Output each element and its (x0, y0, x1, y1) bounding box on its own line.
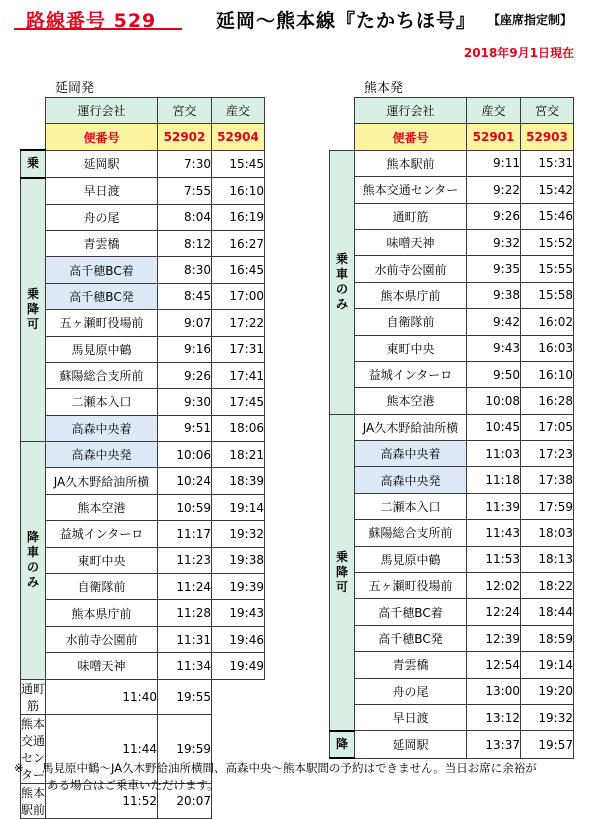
departure-time: 12:24 (467, 599, 521, 625)
departure-time: 13:00 (467, 678, 521, 704)
table-row (330, 282, 574, 308)
departure-time: 15:45 (212, 150, 265, 177)
departure-time: 10:08 (467, 388, 521, 414)
departure-time: 11:28 (158, 600, 212, 626)
footnote (14, 760, 582, 793)
stop-name: 水前寺公園前 (355, 256, 467, 282)
departure-time: 18:22 (521, 573, 574, 599)
direction-nobeoka: 延岡発 (55, 81, 95, 96)
stop-name: 通町筋 (355, 203, 467, 229)
departure-time: 11:31 (158, 626, 212, 652)
departure-time: 9:35 (467, 256, 521, 282)
stop-name: 高千穂BC発 (355, 625, 467, 651)
departure-time: 18:13 (521, 546, 574, 572)
stop-name: 益城インターロ (355, 361, 467, 387)
table-row (21, 362, 265, 388)
stop-name: 熊本空港 (46, 494, 158, 520)
departure-time: 16:10 (212, 178, 265, 204)
header-row (330, 98, 574, 124)
stop-name: 熊本交通センター (355, 177, 467, 203)
table-row (330, 731, 574, 758)
as-of-date: 2018年9月1日現在 (463, 46, 574, 60)
departure-time: 17:00 (212, 283, 265, 309)
departure-time: 9:43 (467, 335, 521, 361)
table-row (330, 441, 574, 467)
stop-name: 青雲橋 (46, 230, 158, 256)
departure-time: 10:24 (158, 468, 212, 494)
stop-name: 蘇陽総合支所前 (46, 362, 158, 388)
stop-name: 早日渡 (46, 178, 158, 204)
table-row (21, 494, 265, 520)
stop-name: 舟の尾 (46, 204, 158, 230)
departure-time: 9:51 (158, 415, 212, 441)
table-row (21, 468, 265, 494)
stop-name: 二瀬本入口 (355, 493, 467, 519)
stop-name: 益城インターロ (46, 521, 158, 547)
departure-time: 9:42 (467, 309, 521, 335)
stop-name: 蘇陽総合支所前 (355, 520, 467, 546)
stop-name: 水前寺公園前 (46, 626, 158, 652)
table-row (330, 467, 574, 493)
departure-time: 19:32 (212, 521, 265, 547)
bin-row (330, 124, 574, 150)
stop-name: 五ヶ瀬町役場前 (46, 310, 158, 336)
timetable-from-nobeoka (20, 97, 265, 819)
operator-0: 産交 (467, 98, 521, 124)
stop-name: JA久木野給油所横 (355, 414, 467, 440)
stop-name: 熊本駅前 (21, 783, 46, 818)
departure-time: 12:02 (467, 573, 521, 599)
departure-time: 15:58 (521, 282, 574, 308)
bin-number-1: 52904 (212, 124, 265, 150)
stop-name: 味噌天神 (46, 653, 158, 679)
operator-0: 宮交 (158, 98, 212, 124)
stop-name: 熊本駅前 (355, 150, 467, 176)
departure-time: 18:03 (521, 520, 574, 546)
table-row (21, 600, 265, 626)
table-row (330, 414, 574, 440)
departure-time: 19:14 (521, 652, 574, 678)
departure-time: 8:30 (158, 257, 212, 283)
bin-row (21, 124, 265, 150)
departure-time: 8:12 (158, 230, 212, 256)
table-row (21, 679, 265, 714)
departure-time: 10:59 (158, 494, 212, 520)
table-row (21, 574, 265, 600)
departure-time: 19:59 (158, 714, 212, 783)
departure-time: 17:59 (521, 493, 574, 519)
corner-blank (21, 98, 46, 124)
departure-time: 15:31 (521, 150, 574, 176)
departure-time: 18:44 (521, 599, 574, 625)
section-label: 乗 降 可 (330, 414, 355, 731)
table-row (330, 361, 574, 387)
stop-name: 延岡駅 (355, 731, 467, 758)
departure-time: 16:27 (212, 230, 265, 256)
departure-time: 9:22 (467, 177, 521, 203)
table-row (21, 336, 265, 362)
stop-name: 馬見原中鶴 (46, 336, 158, 362)
table-row (21, 230, 265, 256)
corner-blank (330, 124, 355, 150)
departure-time: 20:07 (158, 783, 212, 818)
departure-time: 18:06 (212, 415, 265, 441)
departure-time: 17:23 (521, 441, 574, 467)
table-row (21, 150, 265, 177)
departure-time: 11:34 (158, 653, 212, 679)
departure-time: 19:55 (158, 679, 212, 714)
departure-time: 17:41 (212, 362, 265, 388)
stop-name: 熊本県庁前 (46, 600, 158, 626)
stop-name: JA久木野給油所横 (46, 468, 158, 494)
departure-time: 19:43 (212, 600, 265, 626)
departure-time: 11:03 (467, 441, 521, 467)
stop-name: 青雲橋 (355, 652, 467, 678)
departure-time: 12:39 (467, 625, 521, 651)
departure-time: 16:28 (521, 388, 574, 414)
table-row (21, 521, 265, 547)
departure-time: 16:45 (212, 257, 265, 283)
stop-name: 高森中央発 (46, 442, 158, 468)
departure-time: 19:32 (521, 704, 574, 730)
departure-time: 9:11 (467, 150, 521, 176)
table-row (330, 150, 574, 176)
departure-time: 13:37 (467, 731, 521, 758)
departure-time: 15:46 (521, 203, 574, 229)
route-number: 路線番号 529 (14, 6, 182, 30)
table-row (21, 653, 265, 679)
table-row (21, 257, 265, 283)
bin-number-0: 52902 (158, 124, 212, 150)
bin-number-0: 52901 (467, 124, 521, 150)
departure-time: 19:46 (212, 626, 265, 652)
table-row (330, 520, 574, 546)
table-row (330, 546, 574, 572)
stop-name: 自衛隊前 (355, 309, 467, 335)
bin-label: 便番号 (355, 124, 467, 150)
departure-time: 16:02 (521, 309, 574, 335)
stop-name: 延岡駅 (46, 150, 158, 177)
table-row (330, 335, 574, 361)
departure-time: 8:45 (158, 283, 212, 309)
departure-time: 19:20 (521, 678, 574, 704)
table-row (21, 283, 265, 309)
departure-time: 8:04 (158, 204, 212, 230)
corner-blank (21, 124, 46, 150)
departure-time: 7:55 (158, 178, 212, 204)
departure-time: 19:57 (521, 731, 574, 758)
departure-time: 12:54 (467, 652, 521, 678)
departure-time: 18:39 (212, 468, 265, 494)
operator-1: 産交 (212, 98, 265, 124)
departure-time: 19:39 (212, 574, 265, 600)
departure-time: 9:50 (467, 361, 521, 387)
departure-time: 19:14 (212, 494, 265, 520)
stop-name: 高千穂BC着 (355, 599, 467, 625)
stop-name: 馬見原中鶴 (355, 546, 467, 572)
stop-name: 高千穂BC発 (46, 283, 158, 309)
departure-time: 16:10 (521, 361, 574, 387)
table-row (330, 678, 574, 704)
note-line-2: ある場合はご乗車いただけます。 (47, 777, 219, 792)
table-row (21, 626, 265, 652)
departure-time: 9:26 (467, 203, 521, 229)
departure-time: 19:49 (212, 653, 265, 679)
operator-label: 運行会社 (355, 98, 467, 124)
departure-time: 11:24 (158, 574, 212, 600)
departure-time: 15:42 (521, 177, 574, 203)
note-line-1: 馬見原中鶴～JA久木野給油所横間、高森中央～熊本駅間の予約はできません。当日お席に余裕が (42, 761, 537, 775)
section-label: 降 車 の み (21, 442, 46, 680)
stop-name: 自衛隊前 (46, 574, 158, 600)
departure-time: 17:38 (521, 467, 574, 493)
departure-time: 10:45 (467, 414, 521, 440)
departure-time: 11:40 (46, 679, 158, 714)
section-label: 乗 降 可 (21, 178, 46, 442)
table-row (330, 625, 574, 651)
table-row (330, 177, 574, 203)
section-label: 降 (330, 731, 355, 758)
stop-name: 味噌天神 (355, 229, 467, 255)
departure-time: 19:38 (212, 547, 265, 573)
stop-name: 早日渡 (355, 704, 467, 730)
table-row (330, 573, 574, 599)
table-row (330, 229, 574, 255)
table-row (330, 704, 574, 730)
stop-name: 東町中央 (355, 335, 467, 361)
departure-time: 17:05 (521, 414, 574, 440)
table-row (330, 203, 574, 229)
operator-label: 運行会社 (46, 98, 158, 124)
direction-kumamoto: 熊本発 (364, 81, 404, 96)
corner-blank (330, 98, 355, 124)
departure-time: 9:26 (158, 362, 212, 388)
departure-time: 11:17 (158, 521, 212, 547)
table-row (330, 493, 574, 519)
departure-time: 9:38 (467, 282, 521, 308)
departure-time: 15:55 (521, 256, 574, 282)
header-row (21, 98, 265, 124)
departure-time: 16:19 (212, 204, 265, 230)
stop-name: 通町筋 (21, 679, 46, 714)
departure-time: 10:06 (158, 442, 212, 468)
departure-time: 9:30 (158, 389, 212, 415)
stop-name: 二瀬本入口 (46, 389, 158, 415)
departure-time: 18:21 (212, 442, 265, 468)
table-row (330, 652, 574, 678)
stop-name: 高千穂BC着 (46, 257, 158, 283)
table-row (21, 442, 265, 468)
route-title: 延岡～熊本線『たかちほ号』 (216, 10, 477, 32)
bin-number-1: 52903 (521, 124, 574, 150)
table-row (330, 388, 574, 414)
table-row (21, 204, 265, 230)
departure-time: 7:30 (158, 150, 212, 177)
stop-name: 東町中央 (46, 547, 158, 573)
departure-time: 18:59 (521, 625, 574, 651)
table-row (21, 310, 265, 336)
section-label: 乗 車 の み (330, 150, 355, 414)
stop-name: 五ヶ瀬町役場前 (355, 573, 467, 599)
table-row (330, 309, 574, 335)
stop-name: 熊本空港 (355, 388, 467, 414)
departure-time: 17:22 (212, 310, 265, 336)
stop-name: 熊本交通センター (21, 714, 46, 783)
departure-time: 9:16 (158, 336, 212, 362)
departure-time: 11:23 (158, 547, 212, 573)
departure-time: 11:52 (46, 783, 158, 818)
departure-time: 15:52 (521, 229, 574, 255)
bin-label: 便番号 (46, 124, 158, 150)
operator-1: 宮交 (521, 98, 574, 124)
stop-name: 高森中央発 (355, 467, 467, 493)
departure-time: 17:31 (212, 336, 265, 362)
timetable-from-kumamoto (329, 97, 574, 759)
departure-time: 9:32 (467, 229, 521, 255)
departure-time: 13:12 (467, 704, 521, 730)
table-row (21, 547, 265, 573)
departure-time: 17:45 (212, 389, 265, 415)
departure-time: 11:44 (46, 714, 158, 783)
section-label: 乗 (21, 150, 46, 177)
table-row (21, 389, 265, 415)
departure-time: 16:03 (521, 335, 574, 361)
departure-time: 11:43 (467, 520, 521, 546)
stop-name: 舟の尾 (355, 678, 467, 704)
note-mark: ※ (14, 761, 24, 775)
table-row (330, 256, 574, 282)
reservation-label: 【座席指定制】 (488, 13, 573, 27)
departure-time: 11:18 (467, 467, 521, 493)
table-row (21, 415, 265, 441)
table-row (21, 178, 265, 204)
departure-time: 9:07 (158, 310, 212, 336)
stop-name: 熊本県庁前 (355, 282, 467, 308)
table-row (330, 599, 574, 625)
departure-time: 11:53 (467, 546, 521, 572)
stop-name: 高森中央着 (355, 441, 467, 467)
departure-time: 11:39 (467, 493, 521, 519)
stop-name: 高森中央着 (46, 415, 158, 441)
